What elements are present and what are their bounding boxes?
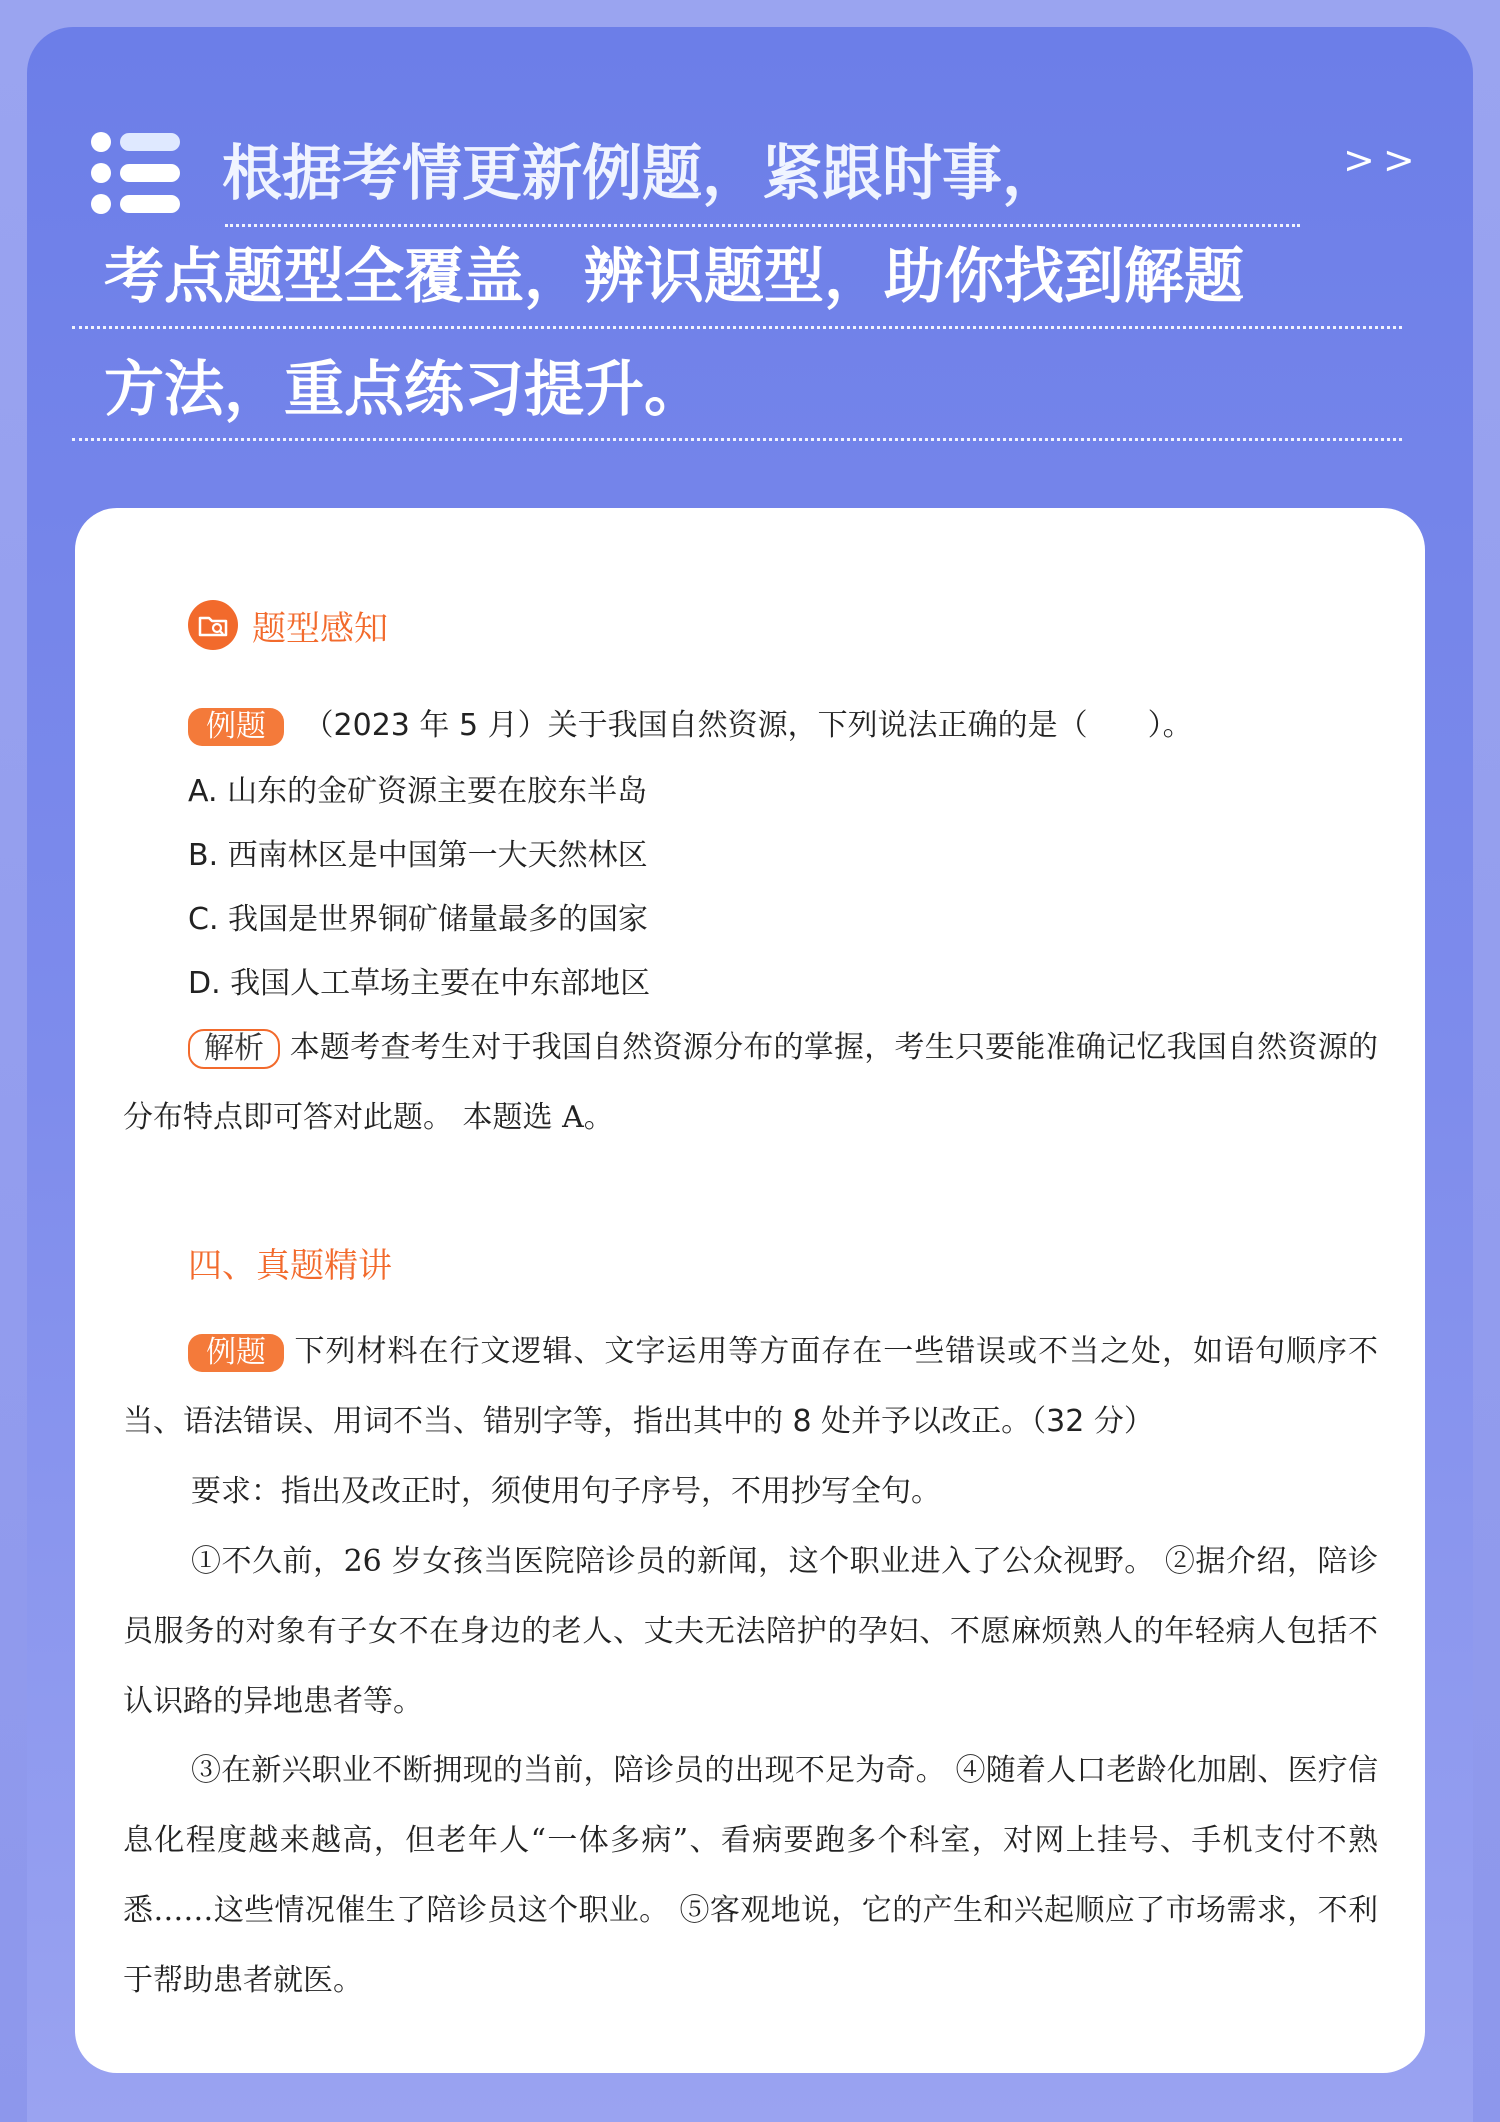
folder-icon [188,600,238,650]
requirement-text: 要求：指出及改正时，须使用句子序号，不用抄写全句。 [191,1474,941,1509]
header-line-2: 考点题型全覆盖，辨识题型，助你找到解题 [104,242,1244,312]
option-a: A. 山东的金矿资源主要在胶东半岛 [188,774,648,809]
dotted-divider [72,326,1402,329]
question-text: （2023 年 5 月）关于我国自然资源，下列说法正确的是（ ）。 [303,708,1193,743]
material-paragraph-1: ①不久前，26 岁女孩当医院陪诊员的新闻，这个职业进入了公众视野。 ②据介绍，陪诊员服务的对象有子女不在身边的老人、丈夫无法陪护的孕妇、不愿麻烦熟人的年轻病人包括不认识路的异地患者等。 [123,1544,1378,1719]
section-heading-real-questions: 四、真题精讲 [188,1246,392,1286]
option-d: D. 我国人工草场主要在中东部地区 [188,966,651,1001]
list-icon [90,130,182,216]
analysis-paragraph [123,1013,1378,1153]
example-tag: 例题 [188,708,284,746]
header-line-3: 方法，重点练习提升。 [104,355,704,425]
section-title: 题型感知 [252,608,388,649]
content-card [75,508,1425,2073]
header-line-1: 根据考情更新例题，紧跟时事， [222,139,1062,209]
dotted-divider [72,438,1402,441]
analysis-text: 本题考查考生对于我国自然资源分布的掌握，考生只要能准确记忆我国自然资源的分布特点即可答对此题。 本题选 A。 [123,1030,1378,1135]
option-b: B. 西南林区是中国第一大天然林区 [188,838,648,873]
section-heading-perception [188,600,388,650]
option-c: C. 我国是世界铜矿储量最多的国家 [188,902,649,937]
dotted-divider [225,224,1300,227]
material-paragraph-2: ③在新兴职业不断拥现的当前，陪诊员的出现不足为奇。 ④随着人口老龄化加剧、医疗信息化程度越来越高，但老年人“一体多病”、看病要跑多个科室，对网上挂号、手机支付不熟悉……这些情况催生了陪诊员这个职业。 ⑤客观地说，它的产生和兴起顺应了市场需求，不利于帮助患者就医。 [123,1753,1378,1998]
analysis-tag: 解析 [188,1029,280,1069]
question-line [188,700,1193,746]
more-arrows-icon[interactable]: >> [1343,138,1423,182]
example-tag: 例题 [188,1334,284,1372]
prompt-paragraph [123,1317,1378,1457]
prompt-text: 下列材料在行文逻辑、文字运用等方面存在一些错误或不当之处，如语句顺序不当、语法错误、用词不当、错别字等，指出其中的 8 处并予以改正。（32 分） [123,1334,1378,1439]
